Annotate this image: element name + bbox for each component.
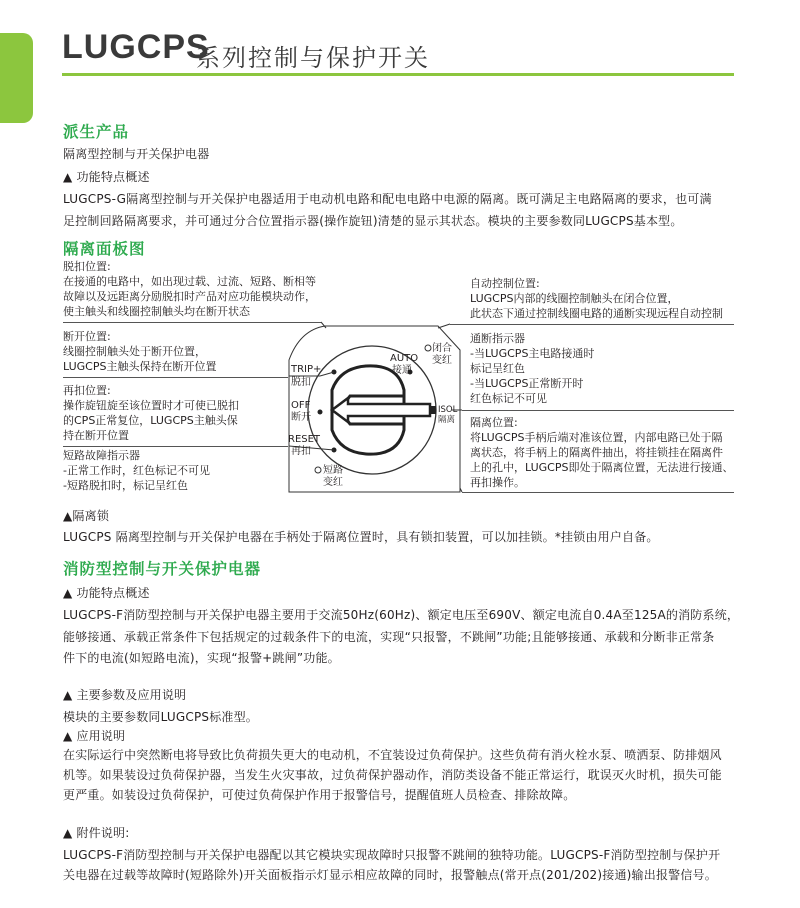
section-title-fire: 消防型控制与开关保护电器: [63, 560, 262, 578]
paragraph-line: 更严重。如装设过负荷保护，可使过负荷保护作用于报警信号，提醒值班人员检查、排除故障。: [63, 788, 576, 802]
note-off-title: 断开位置:: [63, 330, 111, 343]
dial-label-close-cn: 闭合: [432, 343, 452, 354]
note-line: -短路脱扣时，标记呈红色: [63, 479, 188, 492]
accessory-heading: ▲ 附件说明:: [63, 826, 130, 840]
paragraph-line: LUGCPS-F消防型控制与开关保护电器配以其它模块实现故障时只报警不跳闸的独特功能。LUGCPS-F消防型控制与保护开: [63, 848, 721, 862]
paragraph-line: LUGCPS-G隔离型控制与开关保护电器适用于电动机电路和配电电路中电源的隔离。既可满足主电路隔离的要求，也可满: [63, 192, 712, 206]
paragraph-line: 机等。如果装设过负荷保护器，当发生火灾事故，过负荷保护器动作，消防类设备不能正常运行，耽误灭火时机，损失可能: [63, 768, 722, 782]
note-line: 离状态，将手柄上的隔离件抽出，将挂锁挂在隔离件: [470, 446, 723, 459]
paragraph-line: 在实际运行中突然断电将导致比负荷损失更大的电动机，不宜装设过负荷保护。这些负荷有消火栓水泵、喷洒泵、防排烟风: [63, 748, 722, 762]
note-indicator-title: 通断指示器: [470, 332, 525, 345]
note-line: LUGCPS内部的线圈控制触头在闭合位置，: [470, 292, 679, 305]
application-heading: ▲ 应用说明: [63, 729, 126, 743]
note-line: 线圈控制触头处于断开位置，: [63, 345, 206, 358]
note-line: 持在断开位置: [63, 429, 129, 442]
note-line: 标记呈红色: [470, 362, 525, 375]
note-line: -当LUGCPS正常断开时: [470, 377, 584, 390]
note-line: 将LUGCPS手柄后端对准该位置，内部电路已处于隔: [470, 431, 723, 444]
dial-label-isol-cn: 隔离: [438, 415, 456, 425]
dial-label-auto-en: AUTO: [390, 353, 419, 364]
dial-label-short-red: 变红: [323, 477, 343, 488]
dial-label-auto-cn: 接通: [392, 365, 412, 376]
dial-label-isol-en: ISOL: [438, 405, 458, 415]
params-heading: ▲ 主要参数及应用说明: [63, 688, 187, 702]
note-isolation-title: 隔离位置:: [470, 416, 518, 429]
dial-label-short-cn: 短路: [323, 465, 343, 476]
note-line: 使主触头和线圈控制触头均在断开状态: [63, 305, 250, 318]
paragraph-line: 能够接通、承载正常条件下包括规定的过载条件下的电流，实现“只报警，不跳闸”功能;且能够接通、承载和分断非正常条: [63, 630, 715, 644]
dial-label-reset-cn: 再扣: [291, 446, 311, 457]
dial-label-reset-en: RESET: [288, 434, 321, 445]
note-line: 的CPS正常复位，LUGCPS主触头保: [63, 414, 238, 427]
note-line: 操作旋钮旋至该位置时才可使已脱扣: [63, 399, 239, 412]
feature-heading: ▲ 功能特点概述: [63, 170, 150, 184]
page-title: 系列控制与保护开关: [196, 44, 430, 72]
dial-label-trip-cn: 脱扣: [291, 377, 311, 388]
note-line: 故障以及远距离分励脱扣时产品对应功能模块动作，: [63, 290, 316, 303]
dial-label-off-cn: 断开: [291, 412, 311, 423]
note-line: 此状态下通过控制线圈电路的通断实现远程自动控制: [470, 307, 723, 320]
paragraph-line: LUGCPS-F消防型控制与开关保护电器主要用于交流50Hz(60Hz)、额定电压至690V、额定电流自0.4A至125A的消防系统，: [63, 608, 740, 622]
note-reset-title: 再扣位置:: [63, 384, 111, 397]
note-short-title: 短路故障指示器: [63, 449, 140, 462]
note-auto-title: 自动控制位置:: [470, 277, 540, 290]
paragraph-line: 关电器在过载等故障时(短路除外)开关面板指示灯显示相应故障的同时，报警触点(常开点(201/202)接通)输出报警信号。: [63, 868, 717, 882]
note-line: 在接通的电路中，如出现过载、过流、短路、断相等: [63, 275, 316, 288]
dial-label-trip-en: TRIP+: [291, 364, 322, 375]
section-title-panel: 隔离面板图: [63, 240, 146, 258]
note-line: 红色标记不可见: [470, 392, 547, 405]
section-title-derived: 派生产品: [63, 123, 130, 141]
dial-label-off-en: OFF: [291, 400, 311, 411]
dial-label-close-red: 变红: [432, 355, 452, 366]
params-text: 模块的主要参数同LUGCPS标准型。: [63, 710, 259, 724]
lock-text: LUGCPS 隔离型控制与开关保护电器在手柄处于隔离位置时，具有锁扣装置，可以加挂锁。*挂锁由用户自备。: [63, 530, 659, 544]
section-subtitle: 隔离型控制与开关保护电器: [63, 147, 210, 161]
note-line: 再扣操作。: [470, 476, 525, 489]
lock-heading: ▲隔离锁: [63, 509, 110, 523]
brand-logo: LUGCPS: [62, 28, 210, 66]
paragraph-line: 足控制回路隔离要求，并可通过分合位置指示器(操作旋钮)清楚的显示其状态。模块的主要参数同LUGCPS基本型。: [63, 214, 683, 228]
note-trip-title: 脱扣位置:: [63, 260, 111, 273]
note-line: -当LUGCPS主电路接通时: [470, 347, 595, 360]
note-line: 上的孔中，LUGCPS即处于隔离位置，无法进行接通、: [470, 461, 734, 474]
note-line: -正常工作时，红色标记不可见: [63, 464, 210, 477]
paragraph-line: 件下的电流(如短路电流)，实现“报警+跳闸”功能。: [63, 651, 340, 665]
feature-heading: ▲ 功能特点概述: [63, 586, 150, 600]
note-line: LUGCPS主触头保持在断开位置: [63, 360, 217, 373]
